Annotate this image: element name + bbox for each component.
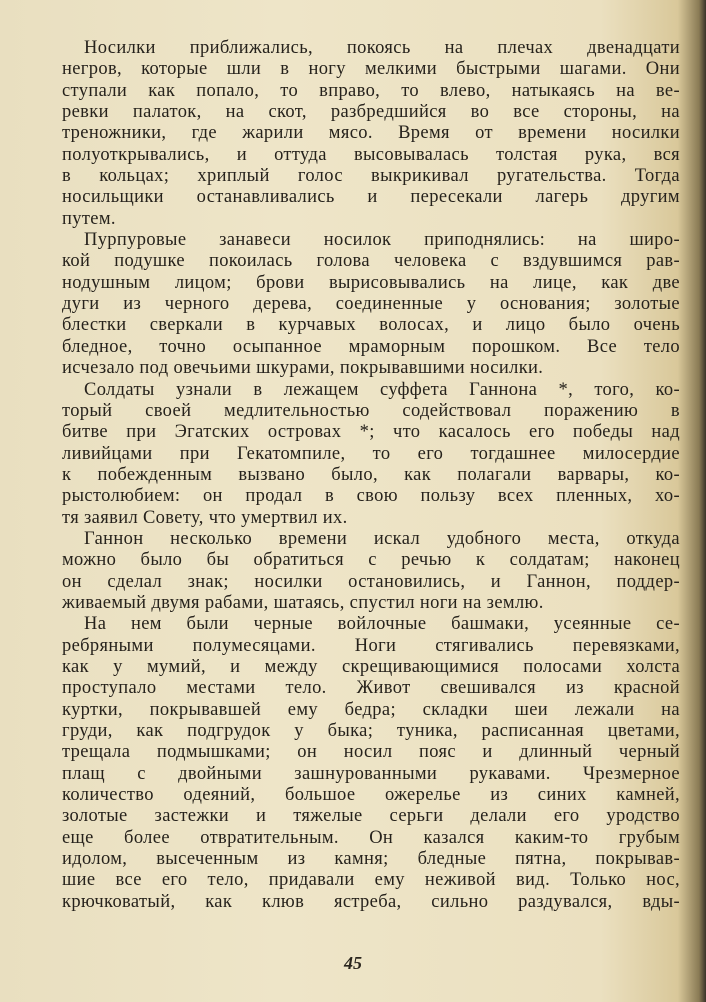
text-line: блестки сверкали в курчавых волосах, и лицо было очень <box>62 315 680 336</box>
book-page-text <box>62 38 680 913</box>
text-line: кой подушке покоилась голова человека с вздувшимся рав- <box>62 251 680 272</box>
text-line: бледное, точно осыпанное мраморным порошком. Все тело <box>62 336 680 357</box>
paragraph <box>62 230 680 379</box>
text-line: Пурпуровые занавеси носилок приподнялись: на широ- <box>84 230 680 251</box>
text-line: крючковатый, как клюв ястреба, сильно раздувался, вды- <box>62 891 680 912</box>
text-line: золотые застежки и тяжелые серьги делали его уродство <box>62 806 680 827</box>
text-line: торый своей медлительностью содействовал поражению в <box>62 400 680 421</box>
text-line: Носилки приближались, покоясь на плечах двенадцати <box>84 38 680 58</box>
text-line: ливийцами при Гекатомпиле, то его тогдашнее милосердие <box>62 443 680 464</box>
text-line: Солдаты узнали в лежащем суффета Ганнона *, того, ко- <box>84 379 680 400</box>
text-line: к побежденным вызвано было, как полагали варвары, ко- <box>62 464 680 485</box>
text-line: проступало местами тело. Живот свешивался из красной <box>62 678 680 699</box>
page-number: 45 <box>344 953 362 973</box>
text-line: количество одеяний, большое ожерелье из синих камней, <box>62 785 680 806</box>
text-line: куртки, покрывавшей ему бедра; складки шеи лежали на <box>62 699 680 720</box>
text-line: треножники, где жарили мясо. Время от времени носилки <box>62 123 680 144</box>
text-line: в кольцах; хриплый голос выкрикивал ругательства. Тогда <box>62 166 680 187</box>
text-line: полуоткрывались, и оттуда высовывалась толстая рука, вся <box>62 144 680 165</box>
text-line: Ганнон несколько времени искал удобного места, откуда <box>84 528 680 549</box>
text-line: На нем были черные войлочные башмаки, усеянные се- <box>84 614 680 635</box>
text-line: битве при Эгатских островах *; что касалось его победы над <box>62 422 680 443</box>
text-line: живаемый двумя рабами, шатаясь, спустил ноги на землю. <box>62 592 544 613</box>
text-line: носильщики останавливались и пересекали лагерь другим <box>62 187 680 208</box>
text-line: исчезало под овечьими шкурами, покрывавшими носилки. <box>62 358 544 379</box>
text-line: тя заявил Совету, что умертвил их. <box>62 507 348 528</box>
paragraph <box>62 529 680 614</box>
text-line: ребряными полумесяцами. Ноги стягивались перевязками, <box>62 635 680 656</box>
text-line: ступали как попало, то вправо, то влево, натыкаясь на ве- <box>62 80 680 101</box>
text-line: дуги из черного дерева, соединенные у основания; золотые <box>62 294 680 315</box>
text-line: можно было бы обратиться с речью к солдатам; наконец <box>62 550 680 571</box>
text-line: трещала подмышками; он носил пояс и длинный черный <box>62 742 680 763</box>
paragraph <box>62 380 680 529</box>
paragraph <box>62 614 680 913</box>
text-line: он сделал знак; носилки остановились, и Ганнон, поддер- <box>62 571 680 592</box>
text-line: плащ с двойными зашнурованными рукавами. Чрезмерное <box>62 763 680 784</box>
text-line: рыстолюбием: он продал в свою пользу всех пленных, хо- <box>62 486 680 507</box>
text-line: идолом, высеченным из камня; бледные пятна, покрывав- <box>62 849 680 870</box>
text-line: еще более отвратительным. Он казался каким-то грубым <box>62 827 680 848</box>
paragraph <box>62 38 680 230</box>
text-line: ревки палаток, на скот, разбредшийся во все стороны, на <box>62 102 680 123</box>
text-line: негров, которые шли в ногу мелкими быстрыми шагами. Они <box>62 59 680 80</box>
text-line: груди, как подгрудок у быка; туника, расписанная цветами, <box>62 721 680 741</box>
text-line: путем. <box>62 208 116 229</box>
text-line: как у мумий, и между скрещивающимися полосами холста <box>62 656 680 677</box>
text-line: нодушным лицом; брови вырисовывались на лице, как две <box>62 272 680 293</box>
text-line: шие все его тело, придавали ему неживой вид. Только нос, <box>62 870 680 891</box>
